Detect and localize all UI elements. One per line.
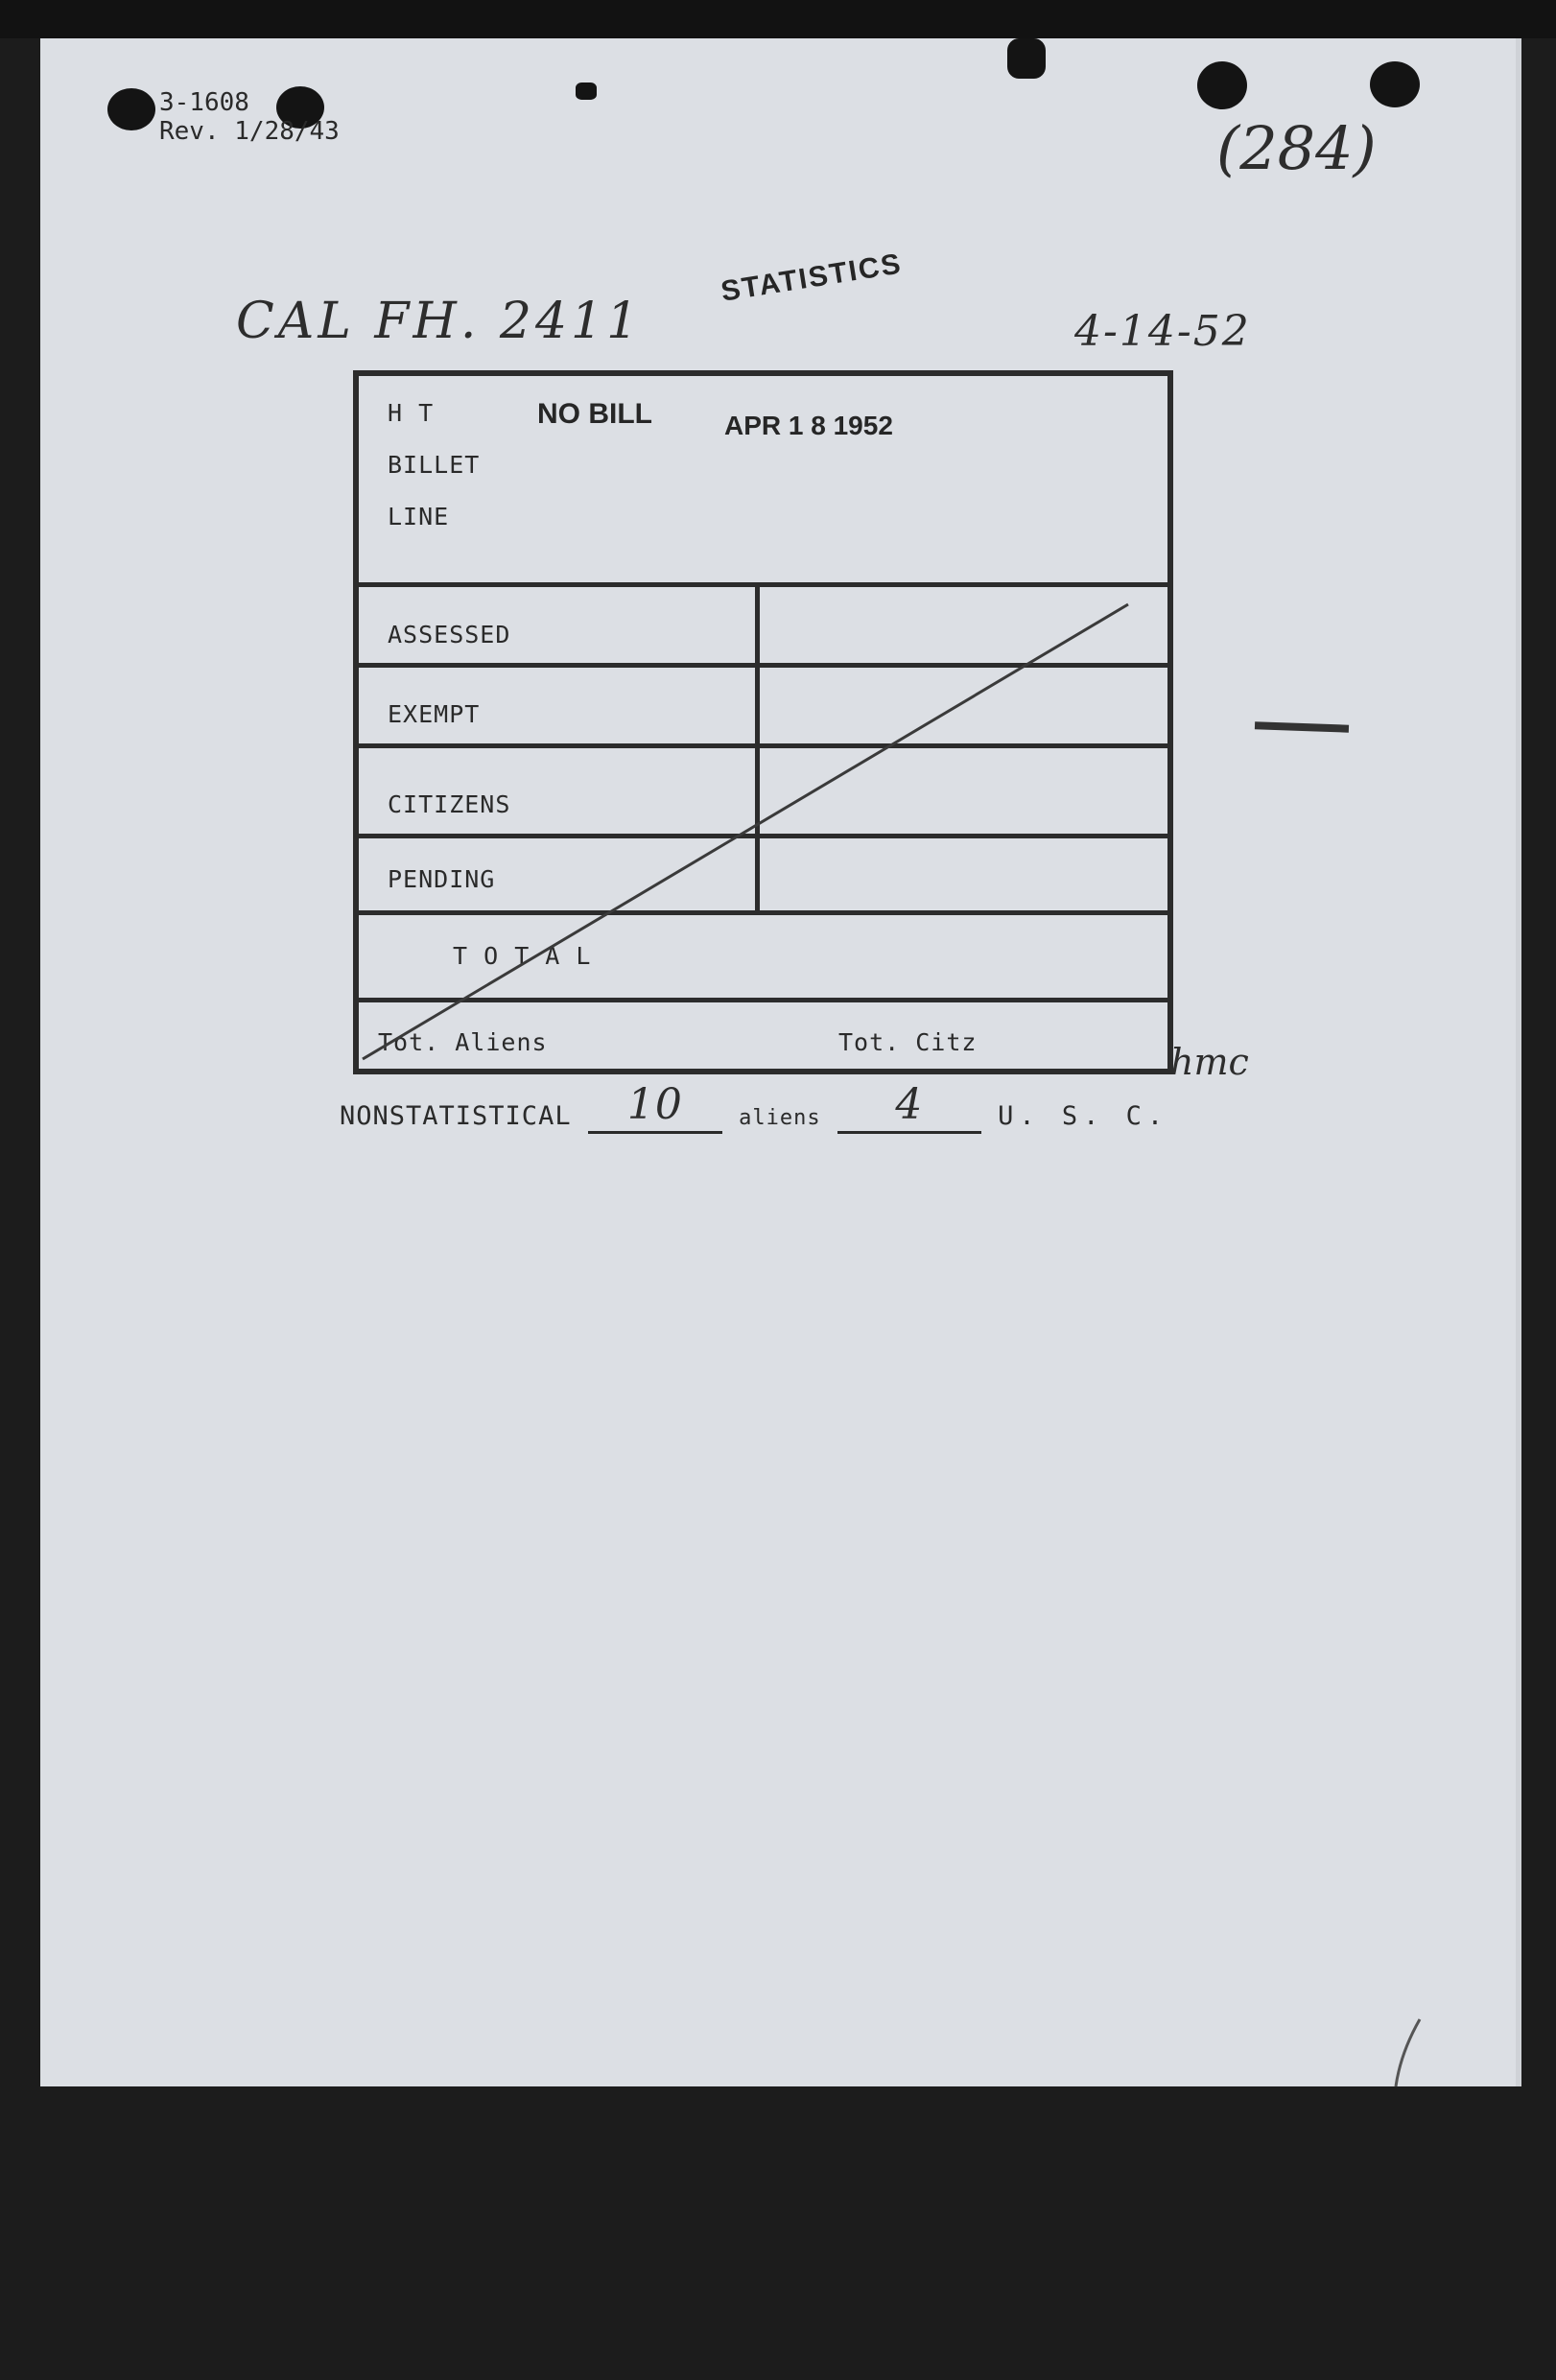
total-citizens-label: Tot. Citz: [838, 1028, 978, 1056]
total-aliens-label: Tot. Aliens: [378, 1028, 548, 1056]
date-annotation: 4-14-52: [1074, 307, 1251, 356]
row-label-pending: PENDING: [388, 865, 496, 893]
received-date-stamp: APR 1 8 1952: [724, 411, 893, 440]
form-number-line: 3-1608: [159, 88, 249, 117]
aliens-label: aliens: [739, 1106, 821, 1130]
initials-annotation: hmc: [1170, 1041, 1249, 1083]
nonstatistical-line: [340, 1080, 1169, 1134]
header-label-billet: BILLET: [388, 451, 481, 479]
no-bill-stamp: NO BILL: [537, 398, 652, 430]
row-label-citizens: CITIZENS: [388, 790, 511, 818]
form-revision-line: Rev. 1/28/43: [159, 117, 340, 146]
row-label-exempt: EXEMPT: [388, 700, 481, 728]
page-number-annotation: (284): [1216, 113, 1377, 183]
usc-count-blank: [837, 1080, 981, 1134]
punch-hole-mark: [1007, 38, 1046, 79]
cancellation-line: [353, 370, 1173, 1074]
usc-label: U. S. C.: [998, 1101, 1169, 1131]
header-label-line: LINE: [388, 503, 450, 530]
ink-speck: [576, 82, 597, 100]
reference-annotation: CAL FH. 2411: [236, 293, 643, 350]
row-label-assessed: ASSESSED: [388, 621, 511, 648]
usc-count: 4: [895, 1080, 924, 1129]
punch-hole-mark: [1197, 61, 1247, 109]
statistics-form-box: [353, 370, 1173, 1074]
form-number: [121, 88, 340, 146]
corner-scratch-mark: [1391, 2015, 1429, 2091]
nonstatistical-label: NONSTATISTICAL: [340, 1101, 572, 1131]
statistics-stamp: STATISTICS: [719, 247, 905, 308]
scan-border: [0, 0, 1556, 38]
aliens-count-blank: [588, 1080, 722, 1134]
punch-hole-mark: [1370, 61, 1420, 107]
total-label: T O T A L: [453, 942, 592, 970]
header-label-ht: H T: [388, 399, 435, 427]
aliens-count: 10: [626, 1080, 683, 1129]
